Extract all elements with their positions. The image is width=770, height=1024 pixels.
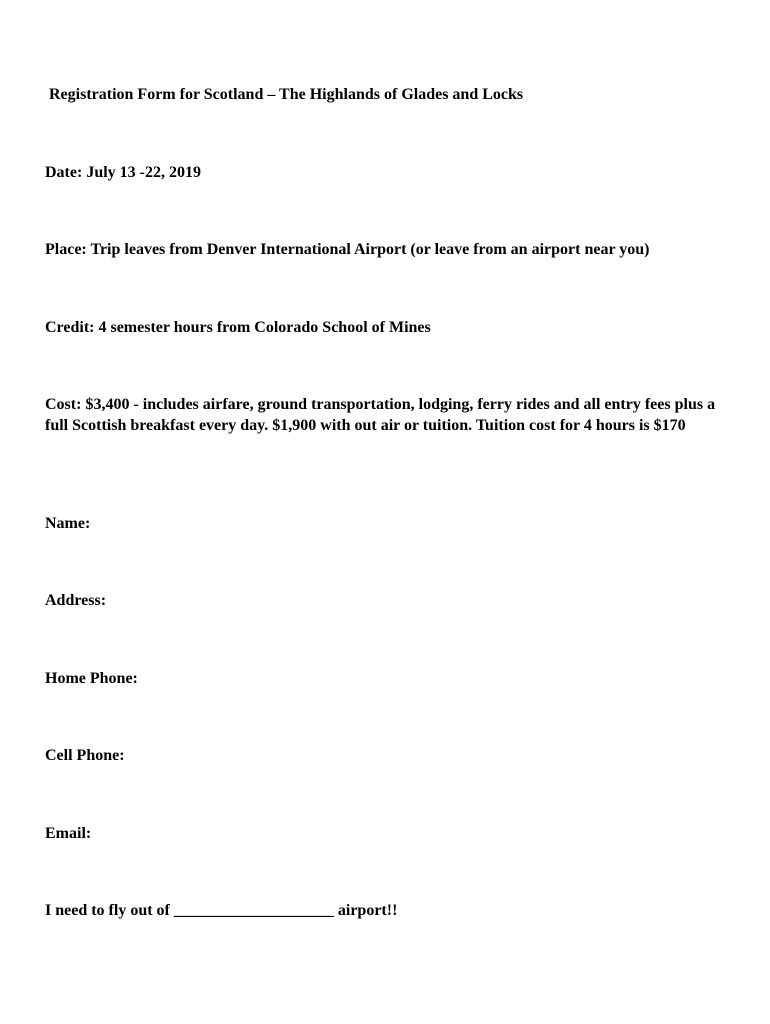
trip-date: Date: July 13 -22, 2019 bbox=[45, 164, 201, 181]
name-label: Name: bbox=[45, 515, 91, 532]
cell-phone-label: Cell Phone: bbox=[45, 747, 125, 764]
form-title: Registration Form for Scotland – The Highlands of Glades and Locks bbox=[45, 86, 524, 103]
home-phone-label: Home Phone: bbox=[45, 670, 138, 687]
airport-line: I need to fly out of ____________________ airport!! bbox=[45, 902, 398, 919]
trip-cost: Cost: $3,400 - includes airfare, ground transportation, lodging, ferry rides and all entry fees plus a full Scottish breakfast every day. $1,900 with out air or tuition. Tuition cost for 4 hours is $170 bbox=[45, 396, 716, 434]
address-label: Address: bbox=[45, 592, 107, 609]
trip-credit: Credit: 4 semester hours from Colorado School of Mines bbox=[45, 319, 431, 336]
email-label: Email: bbox=[45, 825, 92, 842]
trip-place: Place: Trip leaves from Denver International Airport (or leave from an airport near you) bbox=[45, 241, 650, 258]
